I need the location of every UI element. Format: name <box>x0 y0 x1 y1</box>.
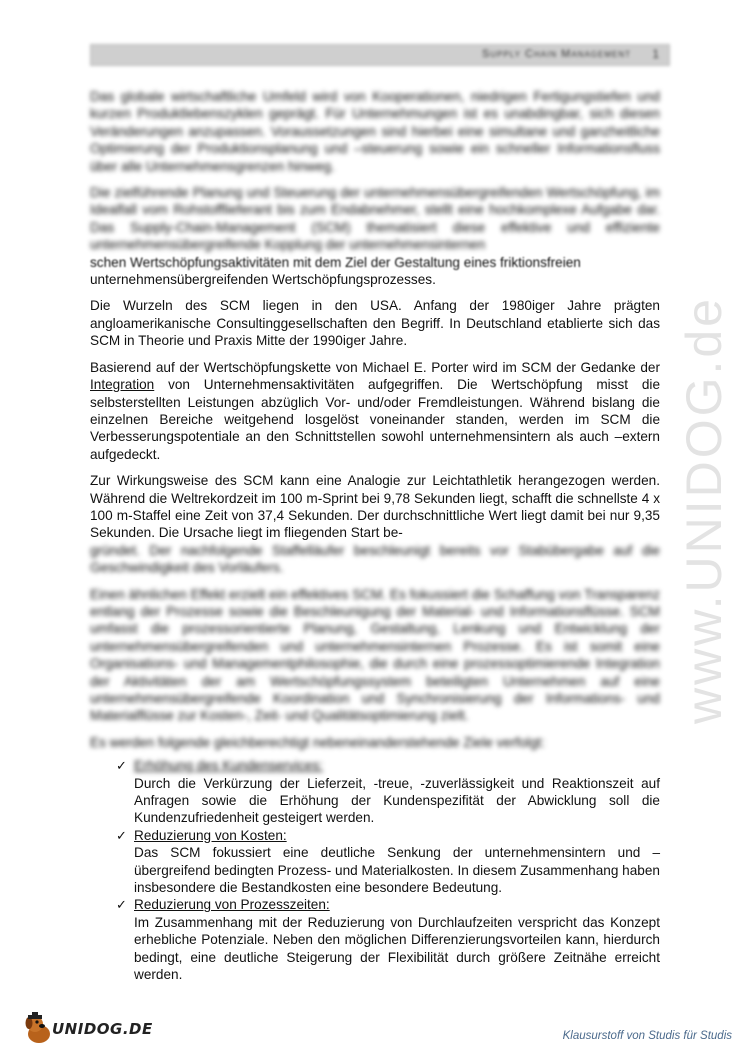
unidog-logo <box>22 1012 182 1048</box>
dog-icon <box>22 1012 56 1046</box>
checkmark-icon: ✓ <box>116 897 127 913</box>
line-unternehmensuebergreifend: unternehmensübergreifenden Wertschöpfungsprozesses. <box>90 272 436 288</box>
paragraph-planung: Die zielführende Planung und Steuerung der unternehmensübergreifenden Wertschöpfung, im Idealfall vom Rohstofflieferant bis zum Endabnehmer, stellt eine hochkomplexe Aufgabe dar. Das Supply-Chain-Management (SCM) thematisiert diese effektive und effiziente unternehmensübergreifende Kopplung der unternehmensinternen <box>90 185 660 253</box>
checkmark-icon: ✓ <box>116 758 127 774</box>
bullet-body: Durch die Verkürzung der Lieferzeit, -treue, -zuverlässigkeit und Reaktionszeit auf Anfragen sowie die Erhöhung der Kundenspezifität der Abwicklung soll die Kundenzufriedenheit gesteigert werden. <box>134 775 660 826</box>
checkmark-icon: ✓ <box>116 827 127 843</box>
bullet-body: Im Zusammenhang mit der Reduzierung von Durchlaufzeiten verspricht das Konzept erhebliche Potenziale. Neben den möglichen Differenzierungsvorteilen kann, hierdurch bedingt, eine deutliche Steigerung der Flexibilität durch größere Zeitnähe erreicht werden. <box>134 914 660 983</box>
header-page-number: 1 <box>652 47 659 61</box>
logo-text: UNIDOG.DE <box>52 1020 153 1038</box>
list-item <box>90 757 660 827</box>
watermark-svg <box>648 270 750 750</box>
porter-text-2: von Unternehmensaktivitäten aufgegriffen. Die Wertschöpfung misst die selbsterstellten Leistungen abzüglich Vor- und/oder Fremdleistungen. Während bislang die einzelnen Bereiche weitgehend losgelöst voneinander standen, werden im SCM die Verbesserungspotentiale an den Schnittstellen sowohl unternehmensintern als auch –extern aufgedeckt. <box>90 377 660 462</box>
paragraph-staffel: gründet. Der nachfolgende Staffelläufer beschleunigt bereits vor Stabübergabe auf die Geschwindigkeit des Vorläufers. <box>90 542 660 576</box>
paragraph-leichtathletik: Zur Wirkungsweise des SCM kann eine Analogie zur Leichtathletik herangezogen werden. Während die Weltrekordzeit im 100 m-Sprint bei 9,78 Sekunden liegt, schafft die schnellste 4 x 100 m-Staffel eine Zeit von 37,4 Sekunden. Der durchschnittliche Wert liegt damit bei nur 9,35 Sekunden. Die Ursache liegt im fliegenden Start be- <box>90 473 660 541</box>
bullet-body: Das SCM fokussiert eine deutliche Senkung der unternehmensintern und –übergreifend bedingten Prozess- und Materialkosten. In diesem Zusammenhang haben insbesondere die Bestandkosten eine besondere Bedeutung. <box>134 845 660 896</box>
paragraph-intro: Das globale wirtschaftliche Umfeld wird von Kooperationen, niedrigen Fertigungstiefen und kurzen Produktlebenszyklen geprägt. Für Unternehmungen ist es unabdingbar, sich diesen Veränderungen anzupassen. Voraussetzungen sind hierbei eine simultane und ganzheitliche Optimierung der Produktionsplanung und –steuerung sowie ein schneller Informationsfluss über alle Unternehmensgrenzen hinweg. <box>90 89 660 174</box>
watermark-text: www.UNIDOG.de <box>676 296 733 724</box>
document-body <box>90 88 660 984</box>
paragraph-scm-effekt: Einen ähnlichen Effekt erzielt ein effektives SCM. Es fokussiert die Schaffung von Transparenz entlang der Prozesse sowie die Beschleunigung der Material- und Informationsflüsse. SCM umfasst die prozessorientierte Planung, Gestaltung, Lenkung und Entwicklung der unternehmensübergreifenden und unternehmensinternen Prozesse. Es ist somit eine Organisations- und Managementphilosophie, die durch eine prozessoptimierende Integration der Aktivitäten der am Wertschöpfungssystem beteiligten Unternehmen auf eine unternehmensübergreifende Koordination und Synchronisierung der Informations- und Materialflüsse zur Kosten-, Zeit- und Qualitätsoptimierung zielt. <box>90 586 660 724</box>
bullet-title: Reduzierung von Prozesszeiten: <box>134 897 330 913</box>
paragraph-wurzeln: Die Wurzeln des SCM liegen in den USA. Anfang der 1980iger Jahre prägten angloamerikanische Consultinggesellschaften den Begriff. In Deutschland etablierte sich das SCM in Theorie und Praxis Mitte der 1990iger Jahre. <box>90 298 660 349</box>
porter-text-1: Basierend auf der Wertschöpfungskette von Michael E. Porter wird im SCM der Gedanke der <box>90 359 660 375</box>
list-item <box>90 896 660 983</box>
goals-list <box>90 757 660 983</box>
bullet-title: Erhöhung des Kundenservices: <box>134 758 323 774</box>
footer-tagline: Klausurstoff von Studis für Studis <box>562 1030 732 1042</box>
page-header <box>90 44 670 66</box>
bullet-title: Reduzierung von Kosten: <box>134 827 287 843</box>
integration-link[interactable]: Integration <box>90 377 155 393</box>
partial-line: schen Wertschöpfungsaktivitäten mit dem Ziel der Gestaltung eines friktionsfreien <box>90 254 581 270</box>
header-title: Supply Chain Management <box>482 48 631 60</box>
paragraph-ziele-intro: Es werden folgende gleichberechtigt nebeneinanderstehende Ziele verfolgt: <box>90 734 545 750</box>
list-item <box>90 827 660 897</box>
paragraph-porter <box>90 359 660 463</box>
watermark <box>648 270 750 750</box>
